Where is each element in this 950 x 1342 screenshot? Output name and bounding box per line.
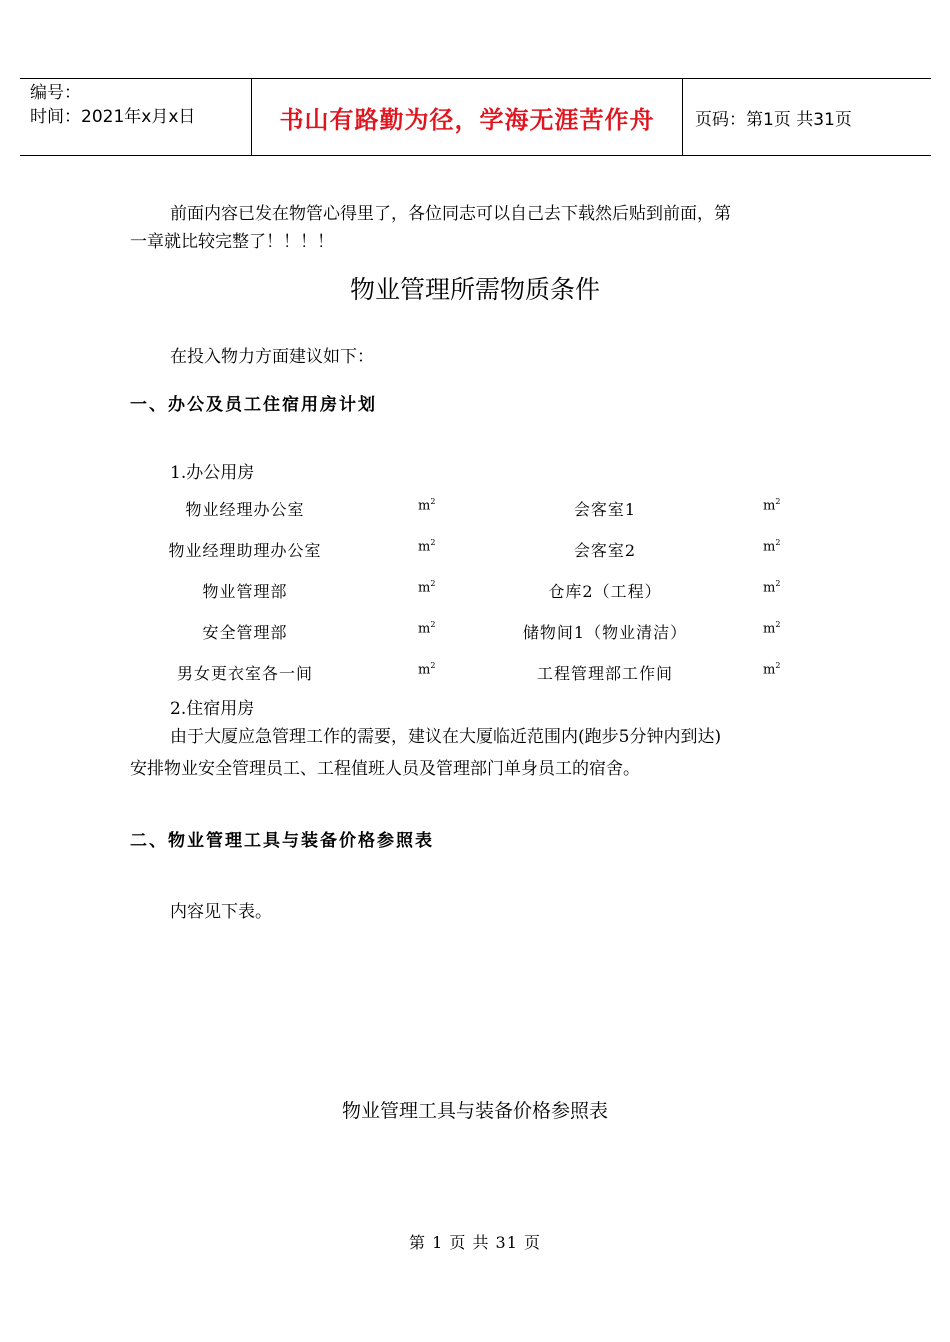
room-name: 男女更衣室各一间 <box>176 664 313 683</box>
room-name: 物业管理部 <box>202 582 288 601</box>
page-header <box>20 78 931 156</box>
room-row <box>130 497 830 527</box>
area-unit: $m^2$ <box>763 497 781 514</box>
page-footer: 第 1 页 共 31 页 <box>409 1233 541 1252</box>
time-label: 时间：2021年x月x日 <box>30 107 196 127</box>
room-name: 物业经理办公室 <box>185 500 305 519</box>
intro-line-2: 一章就比较完整了！！！！ <box>130 232 334 252</box>
room-name: 会客室2 <box>573 541 637 560</box>
room-name: 会客室1 <box>573 500 637 519</box>
intro-line-1: 前面内容已发在物管心得里了，各位同志可以自己去下载然后贴到前面，第 <box>170 204 731 224</box>
room-name: 仓库2（工程） <box>548 582 662 601</box>
area-unit: $m^2$ <box>418 538 436 555</box>
area-unit: $m^2$ <box>763 579 781 596</box>
room-row <box>130 538 830 568</box>
table-title: 物业管理工具与装备价格参照表 <box>341 1100 608 1122</box>
office-label: 1.办公用房 <box>170 463 255 483</box>
room-name: 物业经理助理办公室 <box>168 541 322 560</box>
section1-heading: 一、办公及员工住宿用房计划 <box>130 395 377 415</box>
dorm-line-1: 由于大厦应急管理工作的需要，建议在大厦临近范围内(跑步5分钟内到达) <box>170 727 722 747</box>
room-row <box>130 620 830 650</box>
room-name: 安全管理部 <box>202 623 288 642</box>
area-unit: $m^2$ <box>763 661 781 678</box>
area-unit: $m^2$ <box>763 538 781 555</box>
area-unit: $m^2$ <box>418 579 436 596</box>
header-page-label: 页码：第1页 共31页 <box>695 109 852 130</box>
room-name: 储物间1（物业清洁） <box>522 623 688 642</box>
area-unit: $m^2$ <box>763 620 781 637</box>
doc-title: 物业管理所需物质条件 <box>349 275 600 304</box>
dorm-line-2: 安排物业安全管理员工、工程值班人员及管理部门单身员工的宿舍。 <box>130 759 640 779</box>
lead-text: 在投入物力方面建议如下： <box>170 347 374 367</box>
section2-heading: 二、物业管理工具与装备价格参照表 <box>130 831 434 851</box>
area-unit: $m^2$ <box>418 661 436 678</box>
area-unit: $m^2$ <box>418 620 436 637</box>
room-row <box>130 579 830 609</box>
serial-label: 编号： <box>30 83 81 103</box>
room-name: 工程管理部工作间 <box>536 664 673 683</box>
area-unit: $m^2$ <box>418 497 436 514</box>
section2-content: 内容见下表。 <box>170 902 272 922</box>
header-meta <box>20 79 252 155</box>
room-row <box>130 661 830 691</box>
header-motto: 书山有路勤为径，学海无涯苦作舟 <box>252 79 683 155</box>
dorm-label: 2.住宿用房 <box>170 699 255 719</box>
